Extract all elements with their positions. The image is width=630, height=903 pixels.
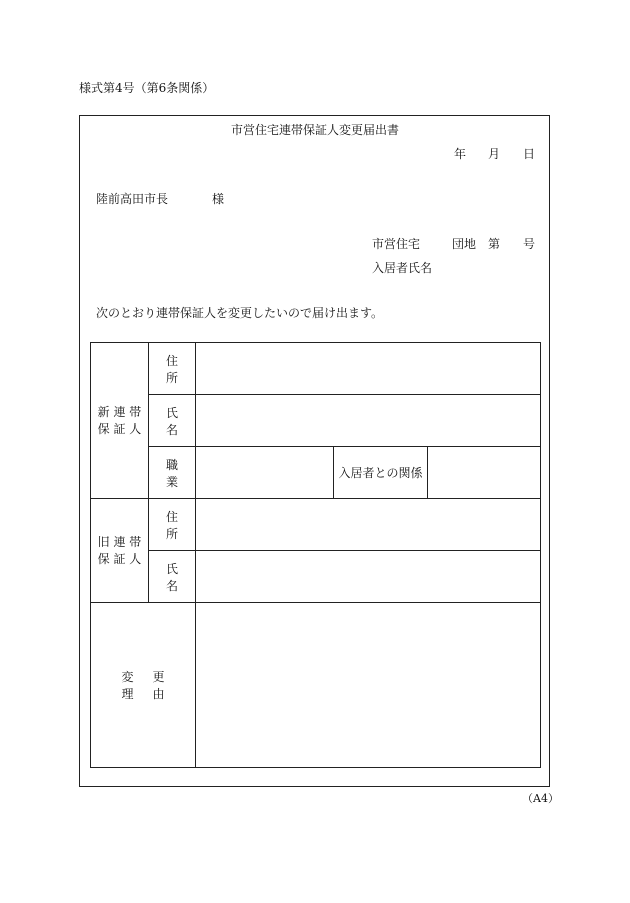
old-address-label: 住所 bbox=[149, 499, 196, 551]
paper-size-note: （A4） bbox=[522, 792, 559, 805]
guarantor-table bbox=[90, 342, 541, 768]
change-reason-label: 変更理由 bbox=[91, 603, 196, 768]
housing-label: 市営住宅 bbox=[372, 237, 421, 251]
new-occupation-label: 職業 bbox=[149, 447, 196, 499]
new-guarantor-label-line1: 新 連 帯 bbox=[97, 404, 142, 419]
change-reason-field[interactable] bbox=[196, 603, 541, 768]
date-month-label: 月 bbox=[488, 147, 501, 161]
form-title: 市営住宅連帯保証人変更届出書 bbox=[230, 123, 399, 137]
old-address-field[interactable] bbox=[196, 499, 541, 551]
old-name-label: 氏名 bbox=[149, 551, 196, 603]
old-guarantor-label bbox=[91, 499, 149, 603]
new-address-field[interactable] bbox=[196, 343, 541, 395]
relation-field[interactable] bbox=[428, 447, 541, 499]
table-row bbox=[91, 395, 541, 447]
relation-label: 入居者との関係 bbox=[334, 447, 428, 499]
danchi-label: 団地 bbox=[452, 237, 477, 251]
new-name-label: 氏名 bbox=[149, 395, 196, 447]
new-address-label: 住所 bbox=[149, 343, 196, 395]
table-row bbox=[91, 343, 541, 395]
dai-label: 第 bbox=[488, 237, 501, 251]
old-guarantor-label-line2: 保 証 人 bbox=[97, 551, 142, 566]
table-row bbox=[91, 551, 541, 603]
new-name-field[interactable] bbox=[196, 395, 541, 447]
form-number: 様式第4号（第6条関係） bbox=[79, 81, 215, 95]
new-guarantor-label bbox=[91, 343, 149, 499]
addressee-honorific: 様 bbox=[212, 192, 225, 206]
statement-text: 次のとおり連帯保証人を変更したいので届け出ます。 bbox=[96, 306, 384, 320]
resident-name-label: 入居者氏名 bbox=[372, 261, 433, 275]
old-guarantor-label-line1: 旧 連 帯 bbox=[97, 534, 142, 549]
addressee-name: 陸前高田市長 bbox=[96, 192, 169, 206]
table-row bbox=[91, 499, 541, 551]
table-row bbox=[91, 603, 541, 768]
old-name-field[interactable] bbox=[196, 551, 541, 603]
new-occupation-field[interactable] bbox=[196, 447, 334, 499]
table-row bbox=[91, 447, 541, 499]
new-guarantor-label-line2: 保 証 人 bbox=[97, 421, 142, 436]
date-year-label: 年 bbox=[454, 147, 467, 161]
date-day-label: 日 bbox=[523, 147, 536, 161]
gou-label: 号 bbox=[523, 237, 536, 251]
